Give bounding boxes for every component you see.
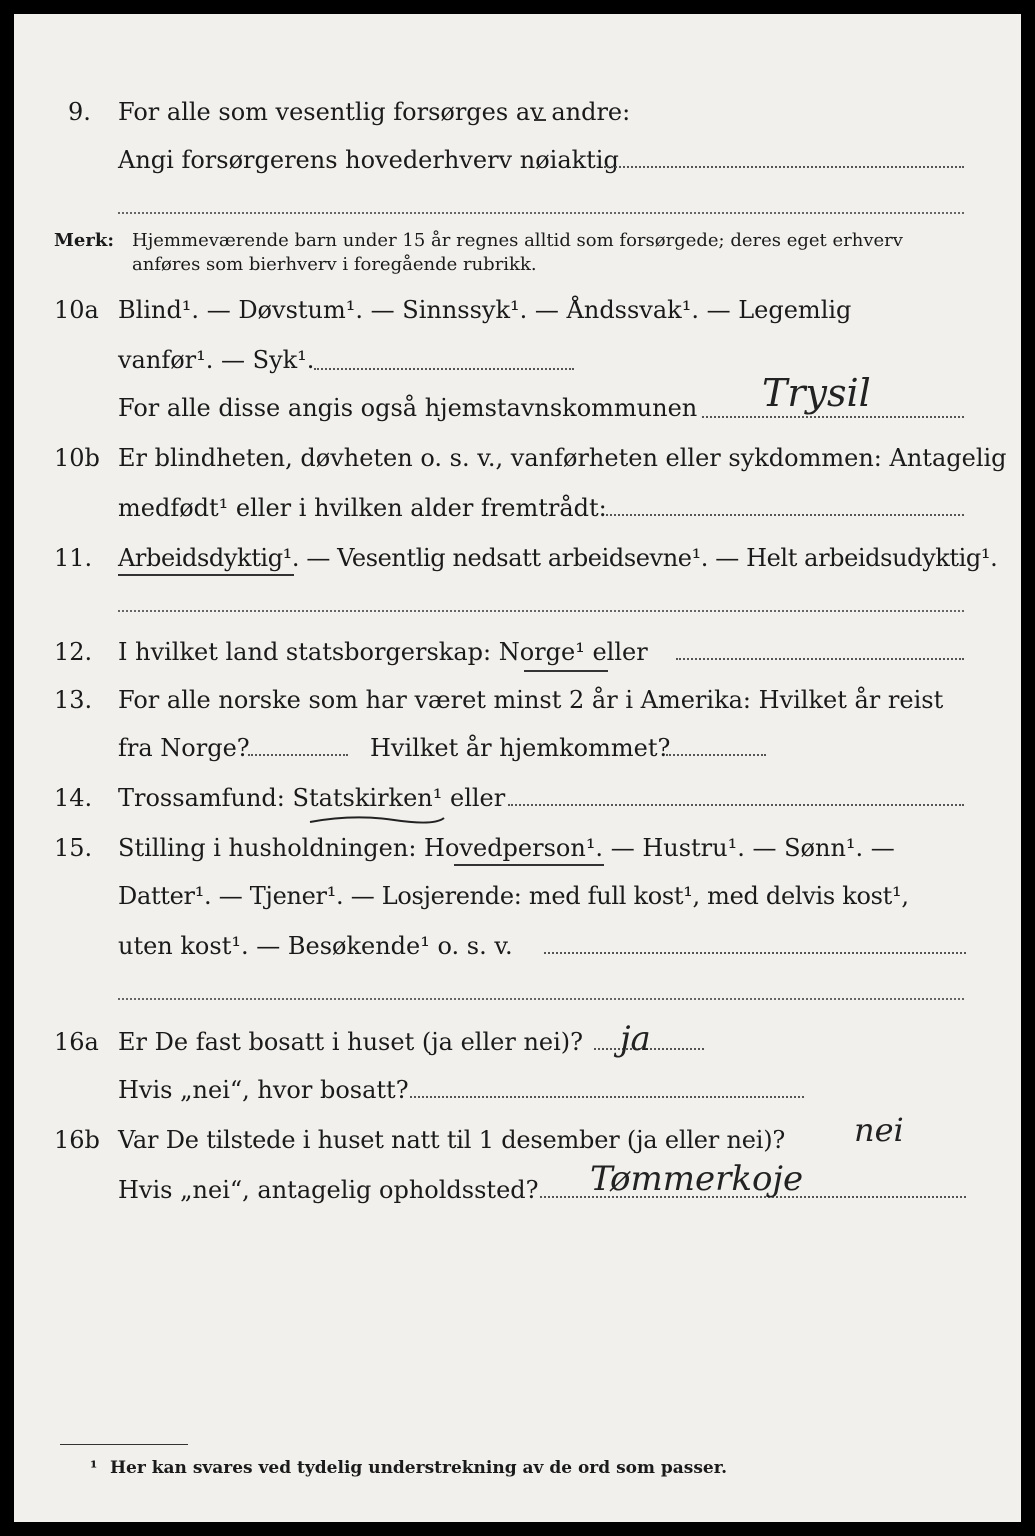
question-11-line-1: Arbeidsdyktig¹. — Vesentlig nedsatt arbeidsevne¹. — Helt arbeidsudyktig¹. [118,544,998,572]
question-10b-line-2: medfødt¹ eller i hvilken alder fremtrådt: [118,494,607,522]
footnote-text: Her kan svares ved tydelig understrekning av de ord som passer. [110,1458,728,1478]
handwritten-answer-home-municipality: Trysil [762,371,871,415]
question-12-line-1: I hvilket land statsborgerskap: Norge¹ eller [118,638,648,666]
question-12-number: 12. [54,638,93,666]
question-15-line-2: Datter¹. — Tjener¹. — Losjerende: med full kost¹, med delvis kost¹, [118,882,909,910]
note-label: Merk: [54,230,114,251]
question-15-line-1: Stilling i husholdningen: Hovedperson¹. — Hustru¹. — Sønn¹. — [118,834,895,862]
question-15-line-3: uten kost¹. — Besøkende¹ o. s. v. [118,932,513,960]
question-14-number: 14. [54,784,93,812]
question-13-line-2a: fra Norge? [118,734,250,762]
census-form-page [14,14,1021,1522]
question-13-line-1: For alle norske som har været minst 2 år i Amerika: Hvilket år reist [118,686,944,714]
question-13-line-2b: Hvilket år hjemkommet? [370,734,671,762]
handwritten-answer-permanent-resident: ja [620,1019,651,1059]
question-13-number: 13. [54,686,93,714]
handwritten-underline-marks [14,14,1021,1522]
question-16b-line-2: Hvis „nei“, antagelig opholdssted? [118,1176,539,1204]
question-16b-line-1: Var De tilstede i huset natt til 1 desember (ja eller nei)? [118,1126,786,1154]
handwritten-answer-location: Tømmerkoje [590,1159,804,1199]
question-10a-line-3: For alle disse angis også hjemstavnskommunen [118,394,698,422]
question-10a-number: 10a [54,296,99,324]
footnote-mark: ¹ [90,1458,98,1478]
question-9-number: 9. [68,98,91,126]
note-line-2: anføres som bierhverv i foregående rubrikk. [132,254,537,275]
question-16a-line-1: Er De fast bosatt i huset (ja eller nei)? [118,1028,584,1056]
question-9-line-1: For alle som vesentlig forsørges av andre: [118,98,631,126]
question-10a-line-2: vanfør¹. — Syk¹. [118,346,315,374]
handwritten-answer-present: nei [854,1111,904,1149]
question-16a-number: 16a [54,1028,99,1056]
question-16a-line-2: Hvis „nei“, hvor bosatt? [118,1076,409,1104]
question-10b-line-1: Er blindheten, døvheten o. s. v., vanførheten eller sykdommen: Antagelig [118,444,1007,472]
question-11-number: 11. [54,544,93,572]
question-10a-line-1: Blind¹. — Døvstum¹. — Sinnssyk¹. — Åndssvak¹. — Legemlig [118,296,852,324]
question-16b-number: 16b [54,1126,100,1154]
question-14-line-1: Trossamfund: Statskirken¹ eller [118,784,506,812]
question-15-number: 15. [54,834,93,862]
question-9-line-2: Angi forsørgerens hovederhverv nøiaktig [118,146,619,174]
question-10b-number: 10b [54,444,100,472]
note-line-1: Hjemmeværende barn under 15 år regnes alltid som forsørgede; deres eget erhverv [132,230,903,251]
